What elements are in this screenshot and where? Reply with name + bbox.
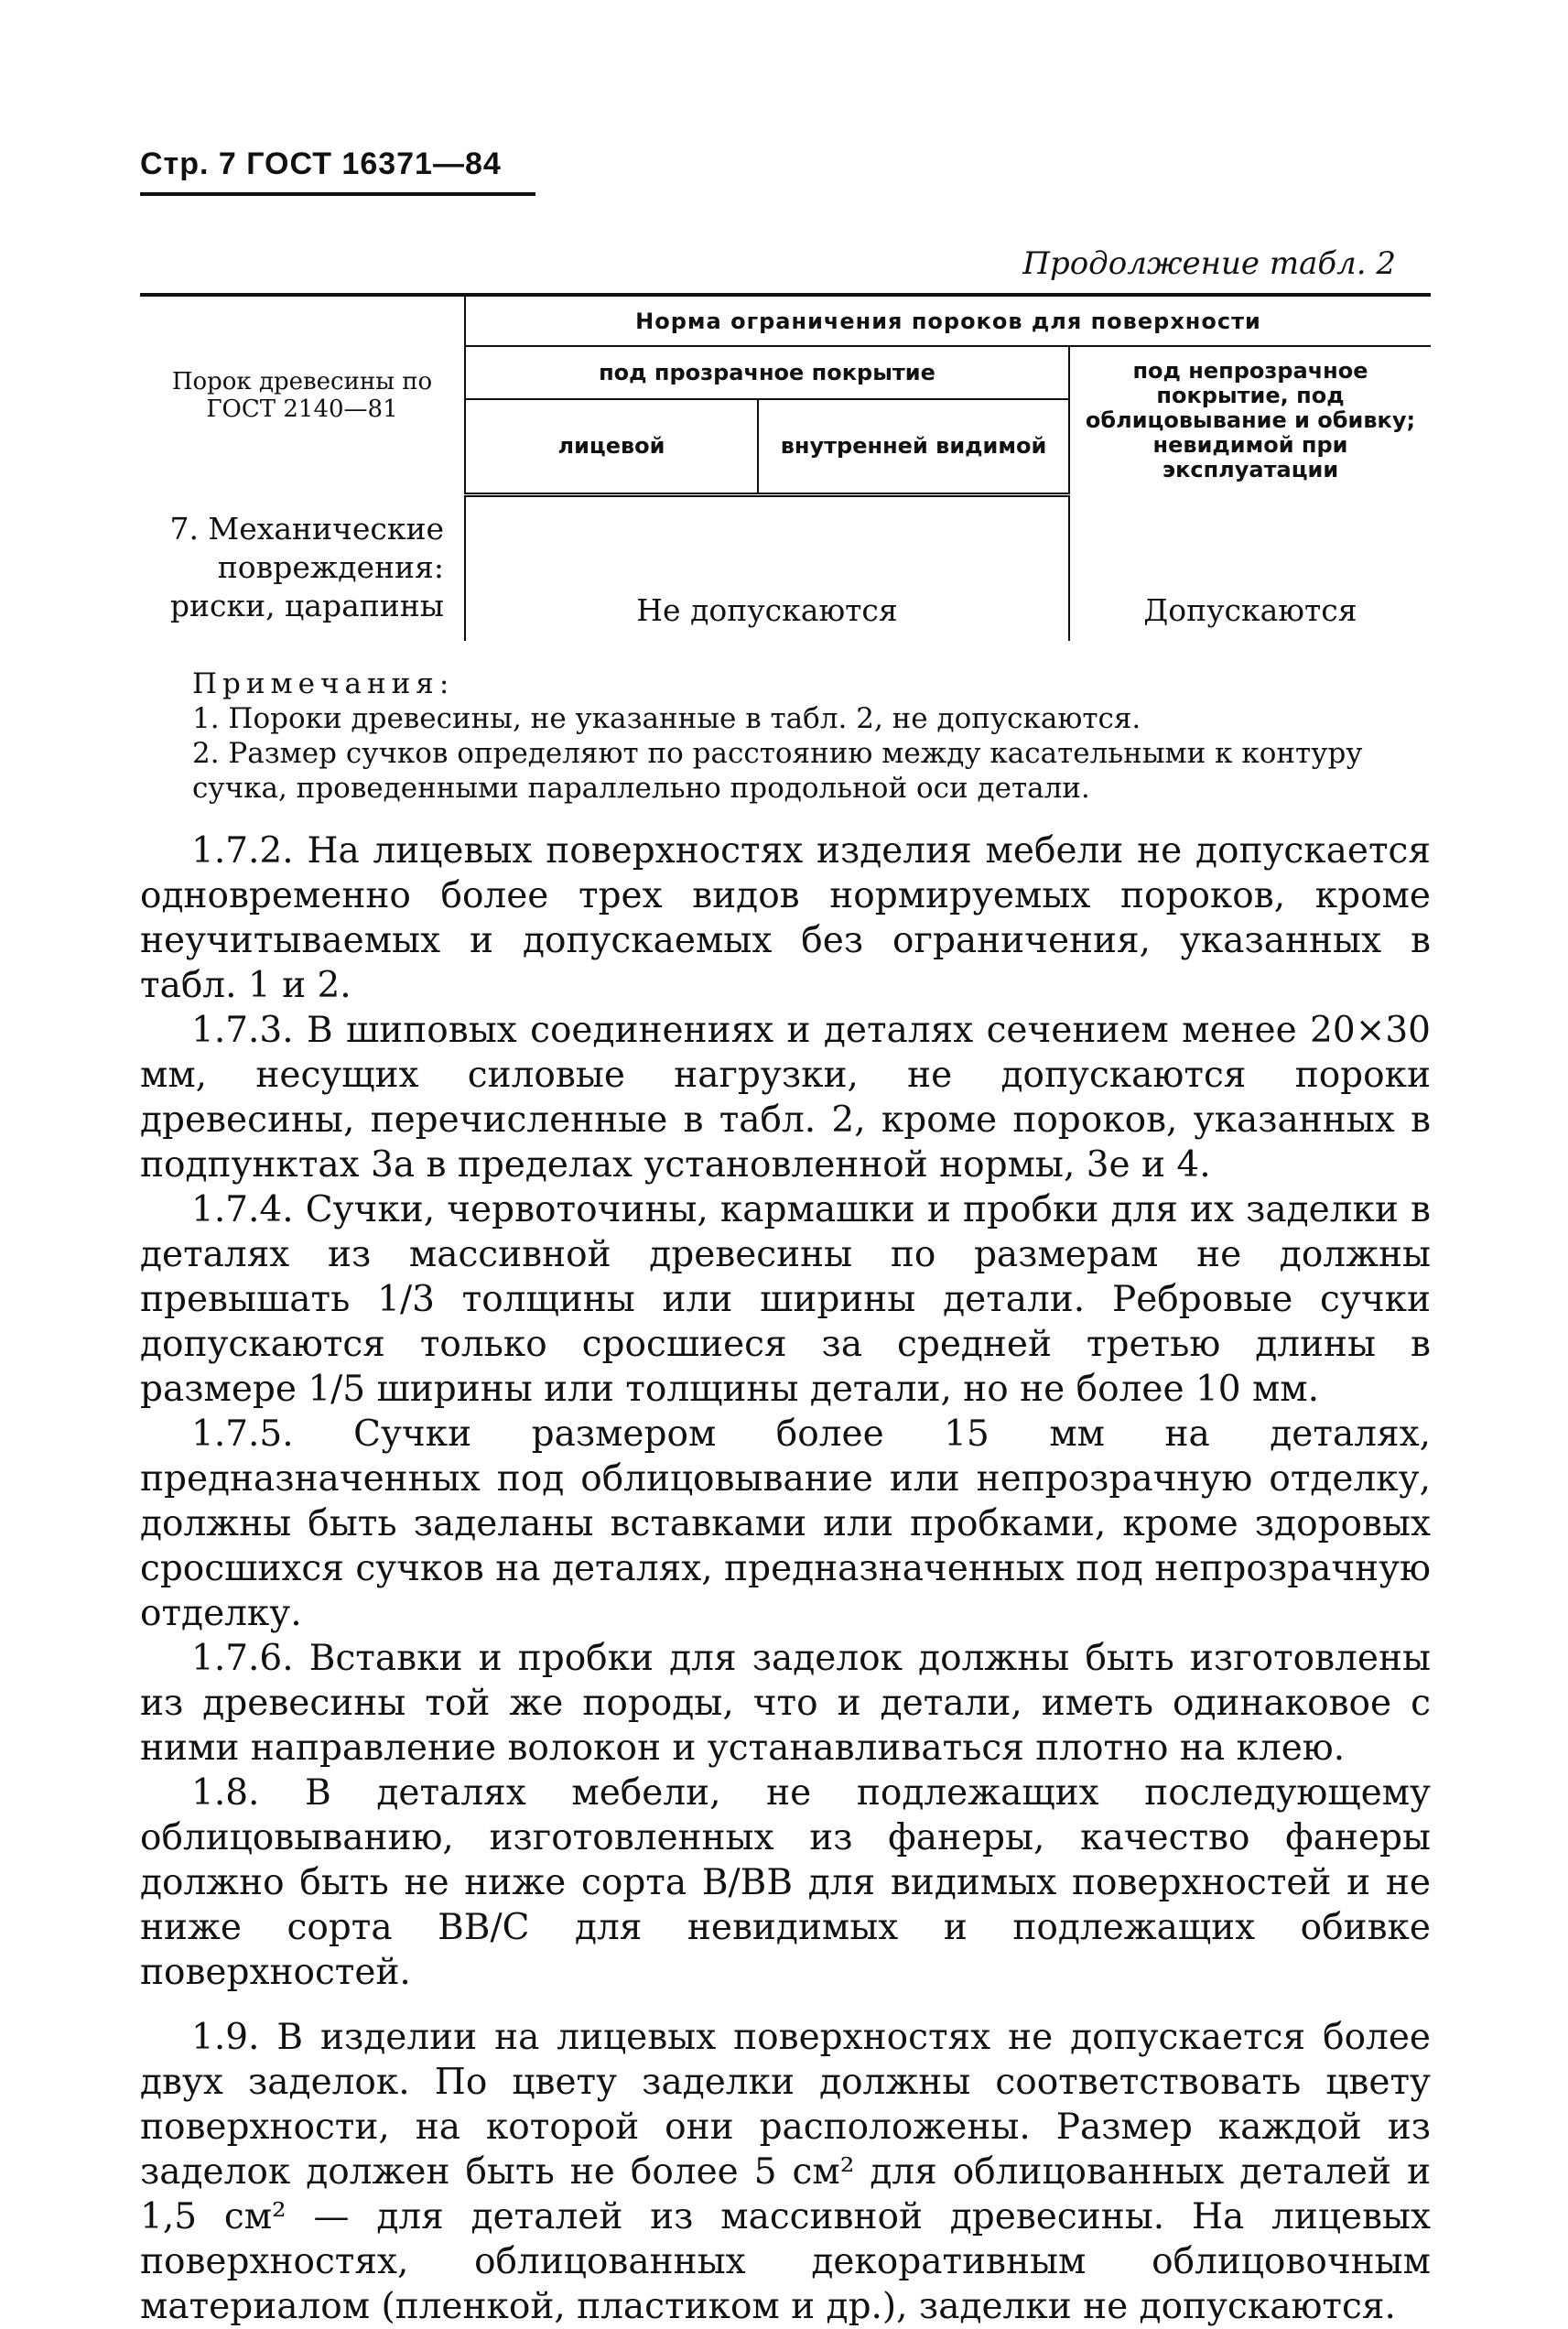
note-item: 1. Пороки древесины, не указанные в табл. 2, не допускаются. — [192, 702, 1141, 735]
note-item: 2. Размер сучков определяют по расстоянию между касательными к контуру сучка, проведенными параллельно продольной оси детали. — [192, 737, 1363, 805]
notes-block — [192, 666, 1437, 806]
defect-cell: 7. Механические повреждения: риски, царапины — [140, 494, 465, 641]
table-row — [140, 494, 1431, 641]
opaque-header: под непрозрачное покрытие, под облицовывание и обивку; невидимой при эксплуатации — [1085, 358, 1416, 482]
header-rule — [140, 192, 535, 196]
paragraph: 1.7.5. Сучки размером более 15 мм на деталях, предназначенных под облицовывание или непрозрачную отделку, должны быть заделаны вставками или пробками, кроме здоровых сросшихся сучков на деталях, предназначенных под непрозрачную отделку. — [140, 1414, 1431, 1634]
paragraph: 1.7.2. На лицевых поверхностях изделия мебели не допускается одновременно более трех видов нормируемых пороков, кроме неучитываемых и допускаемых без ограничения, указанных в табл. 1 и 2. — [140, 830, 1431, 1006]
opaque-value: Допускаются — [1143, 592, 1357, 628]
paragraph: 1.7.6. Вставки и пробки для заделок должны быть изготовлены из древесины той же породы, что и детали, иметь одинаковое с ними направление волокон и устанавливаться плотно на клею. — [140, 1638, 1431, 1769]
inner-header: внутренней видимой — [758, 399, 1069, 494]
body-text — [140, 829, 1431, 2329]
paragraph: 1.8. В деталях мебели, не подлежащих последующему облицовыванию, изготовленных из фанеры, качество фанеры должно быть не ниже сорта В/ВВ для видимых поверхностей и не ниже сорта ВВ/С для невидимых и подлежащих обивке поверхностей. — [140, 1772, 1431, 1993]
transparent-value: Не допускаются — [465, 494, 1069, 641]
table-continuation-label: Продолжение табл. 2 — [1022, 245, 1396, 282]
col-defect-header: Порок древесины по ГОСТ 2140—81 — [140, 295, 465, 494]
paragraph: 1.7.3. В шиповых соединениях и деталях сечением менее 20×30 мм, несущих силовые нагрузки, не допускаются пороки древесины, перечисленные в табл. 2, кроме пороков, указанных в подпунктах 3а в пределах установленной нормы, 3е и 4. — [140, 1010, 1431, 1186]
paragraph: 1.7.4. Сучки, червоточины, кармашки и пробки для их заделки в деталях из массивной древесины по размерам не должны превышать 1/3 толщины или ширины детали. Ребровые сучки допускаются только сросшиеся за средней третью длины в размере 1/5 ширины или толщины детали, но не более 10 мм. — [140, 1189, 1431, 1410]
page-header: Стр. 7 ГОСТ 16371—84 — [140, 146, 502, 181]
paragraph: 1.9. В изделии на лицевых поверхностях не допускается более двух заделок. По цвету заделки должны соответствовать цвету поверхности, на которой они расположены. Размер каждой из заделок должен быть не более 5 см² для облицованных деталей и 1,5 см² — для деталей из массивной древесины. На лицевых поверхностях, облицованных декоративным облицовочным материалом (пленкой, пластиком и др.), заделки не допускаются. — [140, 2017, 1431, 2327]
transparent-header: под прозрачное покрытие — [465, 346, 1069, 399]
face-header: лицевой — [465, 399, 758, 494]
notes-title: Примечания: — [192, 667, 455, 700]
norm-header: Норма ограничения пороков для поверхности — [465, 295, 1431, 346]
defects-table — [140, 293, 1431, 641]
